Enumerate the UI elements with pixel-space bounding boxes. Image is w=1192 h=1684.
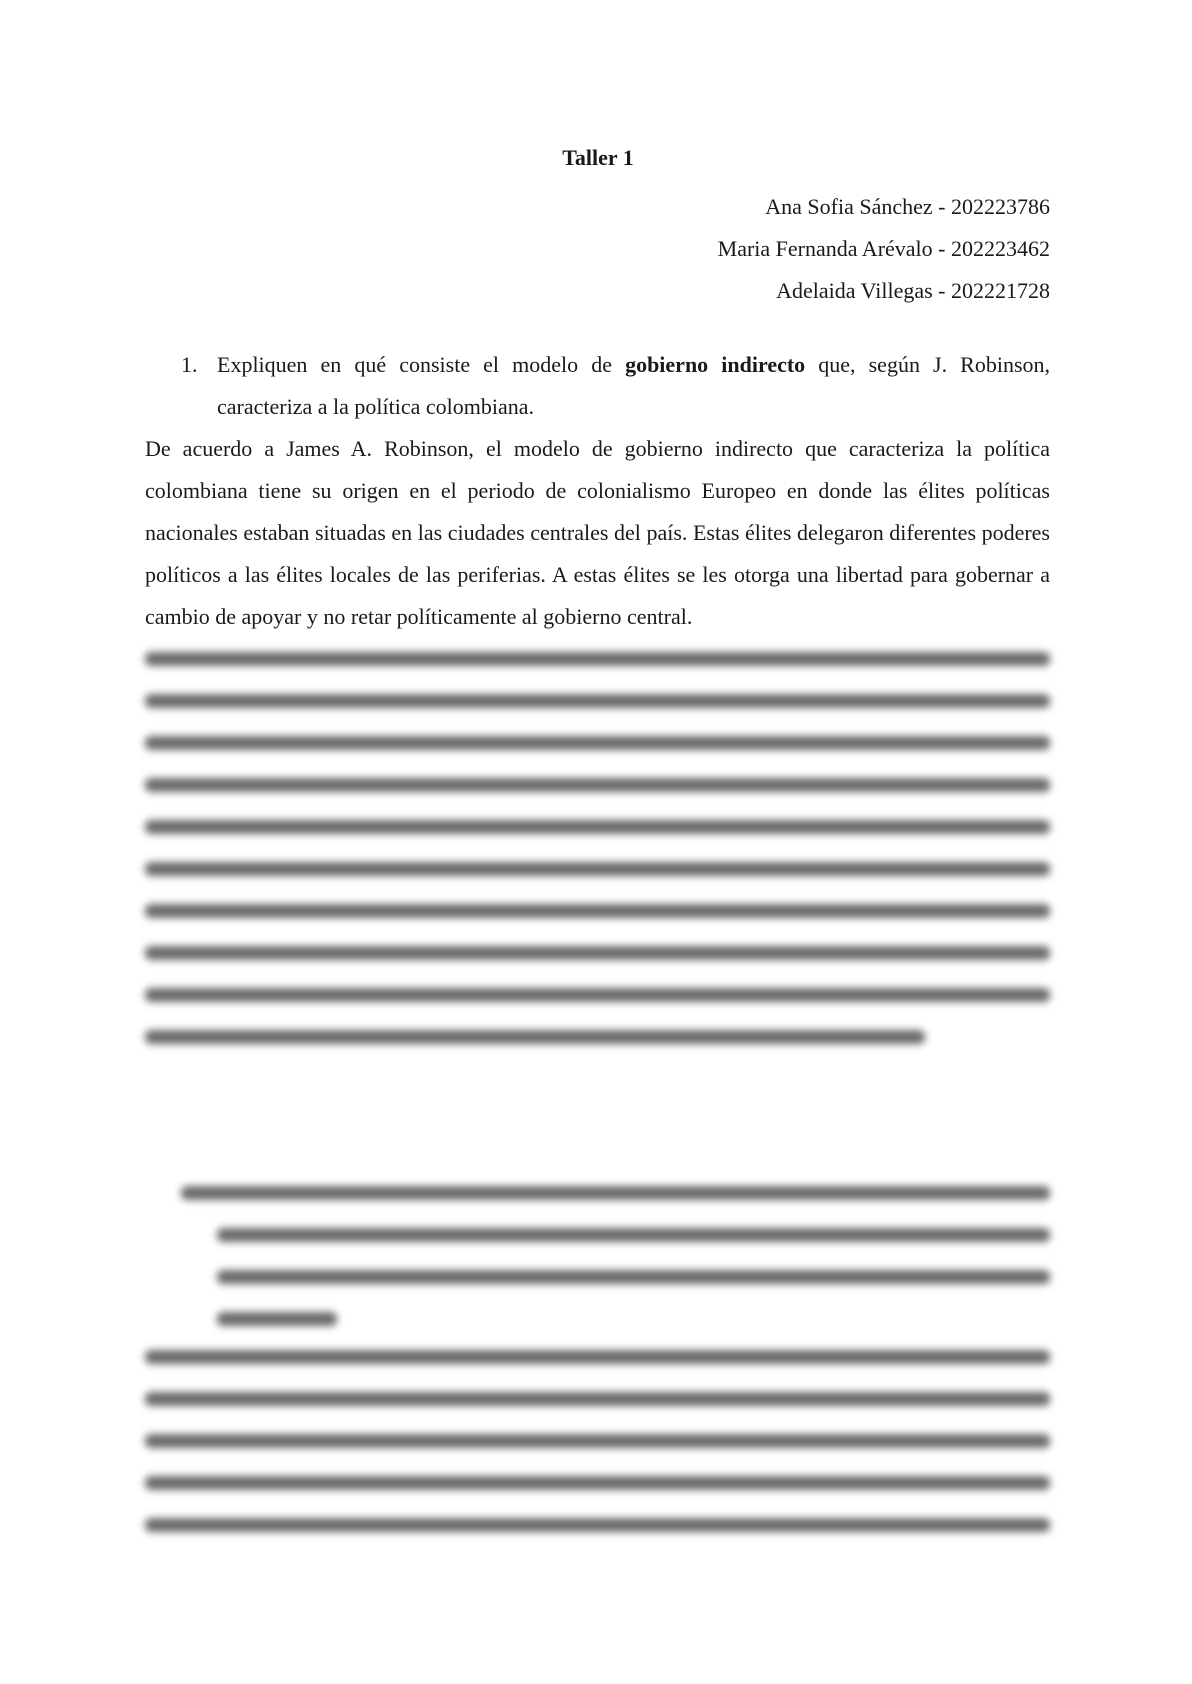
question-bold-term: gobierno indirecto <box>625 352 806 377</box>
blurred-answer-2 <box>145 1342 1050 1567</box>
question-text-part: que, según J. Robinson, caracteriza a la política colombiana. <box>217 352 1051 419</box>
blurred-text-lines <box>145 1342 1050 1562</box>
blurred-text-lines <box>181 1174 1050 1334</box>
author-line: Adelaida Villegas - 202221728 <box>776 278 1050 303</box>
blurred-text-lines <box>145 638 1050 1058</box>
question-text <box>217 344 1050 428</box>
blurred-answer-1-continuation <box>145 638 1050 1063</box>
question-text-part: Expliquen en qué consiste el modelo de <box>217 352 626 377</box>
document-title: Taller 1 <box>562 145 634 170</box>
author-line: Ana Sofia Sánchez - 202223786 <box>765 194 1050 219</box>
answer-1-paragraph: De acuerdo a James A. Robinson, el modelo de gobierno indirecto que caracteriza la política colombiana tiene su origen en el periodo de colonialismo Europeo en donde las élites políticas nacionales estaban situadas en las ciudades centrales del país. Estas élites delegaron diferentes poderes políticos a las élites locales de las periferias. A estas élites se les otorga una libertad para gobernar a cambio de apoyar y no retar políticamente al gobierno central. <box>145 436 1050 629</box>
author-line: Maria Fernanda Arévalo - 202223462 <box>717 236 1050 261</box>
blurred-question-2 <box>181 1174 1050 1339</box>
author-list <box>718 186 1050 312</box>
question-1 <box>181 344 1050 428</box>
question-number: 1. <box>181 352 198 377</box>
